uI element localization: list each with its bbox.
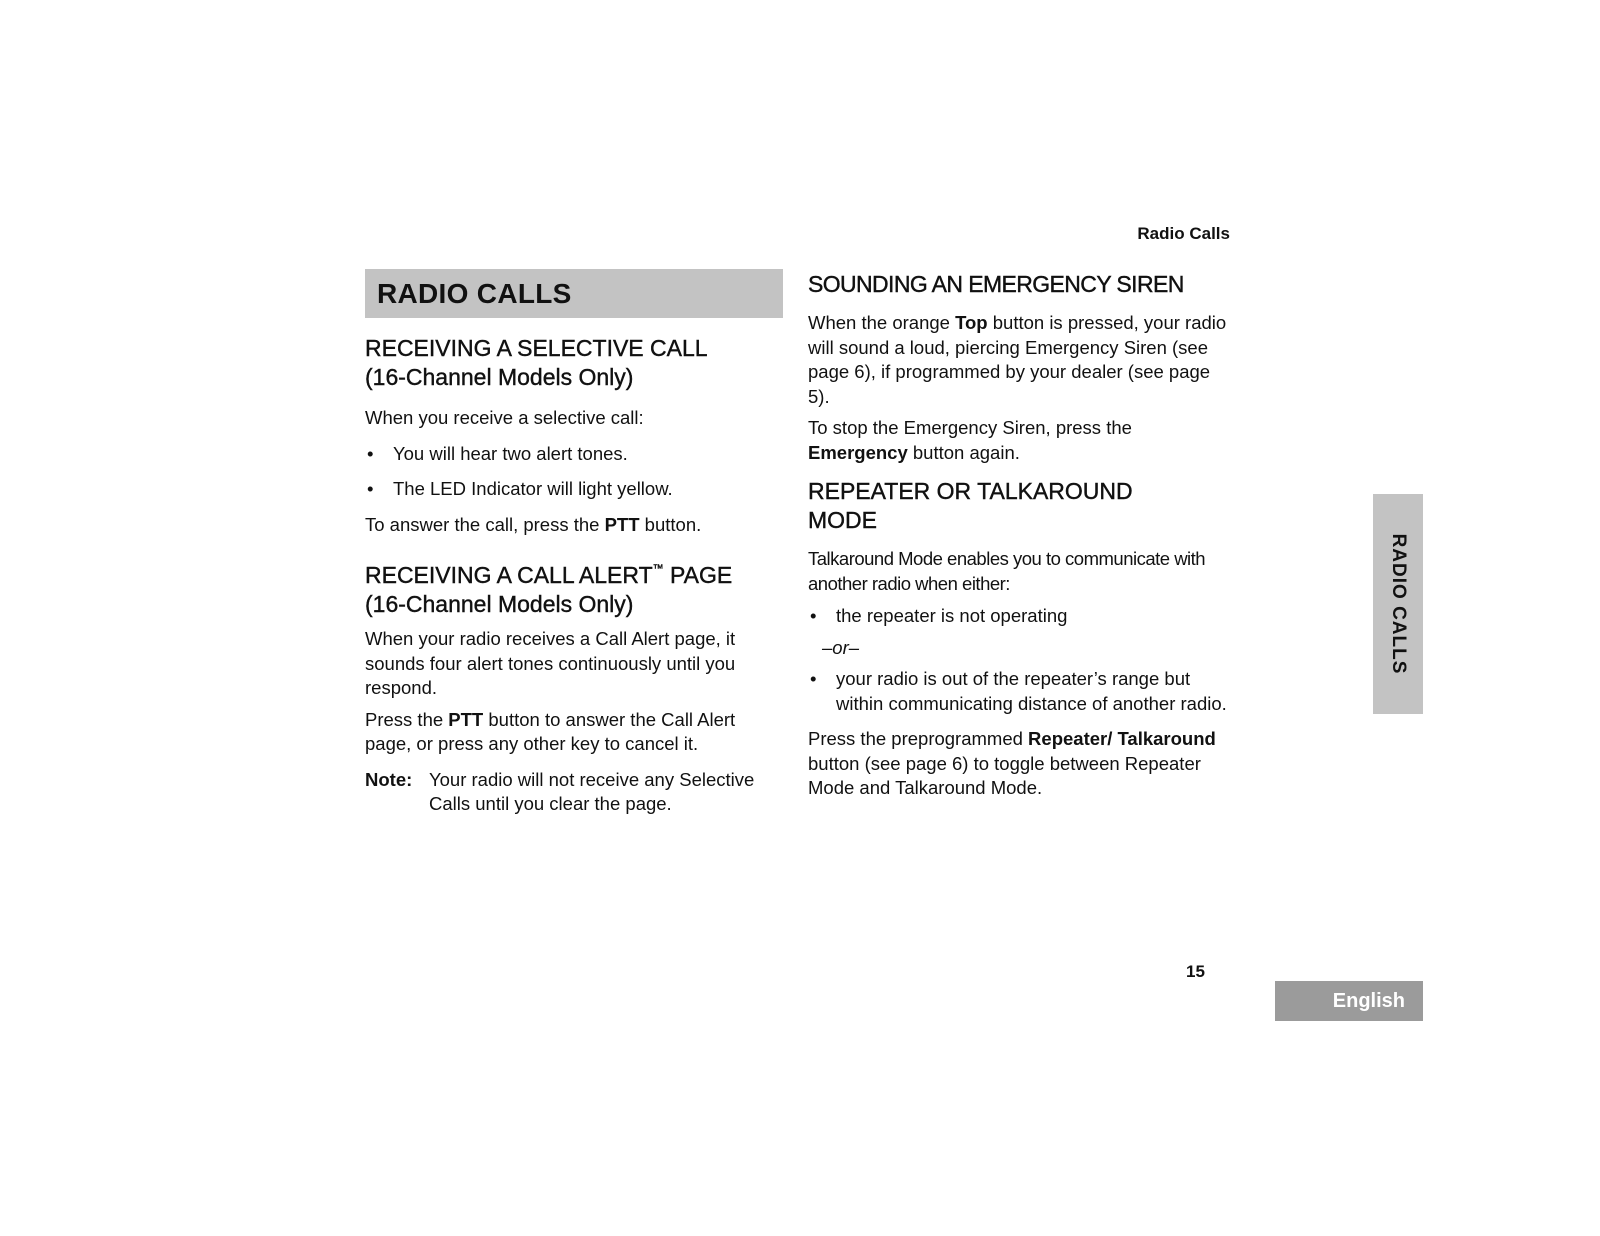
emergency-stop-paragraph: To stop the Emergency Siren, press the Emergency button again. <box>808 417 1132 463</box>
call-alert-heading-line2: (16-Channel Models Only) <box>365 591 634 617</box>
answer-instruction: To answer the call, press the PTT button. <box>365 513 702 535</box>
page-number: 15 <box>1186 962 1205 981</box>
left-column <box>365 334 785 817</box>
note-text: Your radio will not receive any Selective Calls until you clear the page. <box>429 768 755 814</box>
selective-call-heading-line1: RECEIVING A SELECTIVE CALL <box>365 335 708 361</box>
list-item: • You will hear two alert tones. <box>365 442 785 467</box>
or-separator: –or– <box>822 636 860 658</box>
right-column <box>808 270 1228 801</box>
emergency-siren-paragraph: When the orange Top button is pressed, your radio will sound a loud, piercing Emergency Siren (see page 6), if programmed by your dealer (see page 5). <box>808 312 1227 407</box>
list-item: • the repeater is not operating <box>808 604 1228 629</box>
selective-call-intro: When you receive a selective call: <box>365 407 644 428</box>
note-label: Note: <box>365 768 413 790</box>
list-item: • The LED Indicator will light yellow. <box>365 477 785 502</box>
language-tab: English <box>1275 981 1423 1021</box>
bullet-icon: • <box>367 478 374 499</box>
bullet-icon: • <box>810 605 817 626</box>
bullet-icon: • <box>367 442 374 464</box>
repeater-toggle-paragraph: Press the preprogrammed Repeater/ Talkaround button (see page 6) to toggle between Repeater Mode and Talkaround Mode. <box>808 728 1216 798</box>
list-item: • your radio is out of the repeater’s range but within communicating distance of another radio. <box>810 668 1227 714</box>
chapter-title-bar <box>365 269 783 318</box>
section-side-tab <box>1373 494 1423 714</box>
talkaround-intro: Talkaround Mode enables you to communicate with another radio when either: <box>808 548 1206 594</box>
note <box>365 768 785 817</box>
emergency-siren-heading: SOUNDING AN EMERGENCY SIREN <box>808 271 1184 297</box>
call-alert-answer: Press the PTT button to answer the Call Alert page, or press any other key to cancel it. <box>365 708 736 754</box>
call-alert-paragraph: When your radio receives a Call Alert page, it sounds four alert tones continuously until you respond. <box>365 628 736 698</box>
selective-call-heading-line2: (16-Channel Models Only) <box>365 364 634 390</box>
bullet-icon: • <box>810 668 817 689</box>
call-alert-heading: RECEIVING A CALL ALERT™ PAGE (16-Channel Models Only) <box>365 562 733 617</box>
section-side-tab-label: RADIO CALLS <box>1388 533 1409 675</box>
repeater-heading: REPEATER OR TALKAROUND MODE <box>808 478 1133 533</box>
selective-call-heading <box>365 334 785 392</box>
chapter-title: RADIO CALLS <box>377 277 572 309</box>
running-header: Radio Calls <box>1137 224 1230 243</box>
trademark-mark: ™ <box>652 563 664 575</box>
